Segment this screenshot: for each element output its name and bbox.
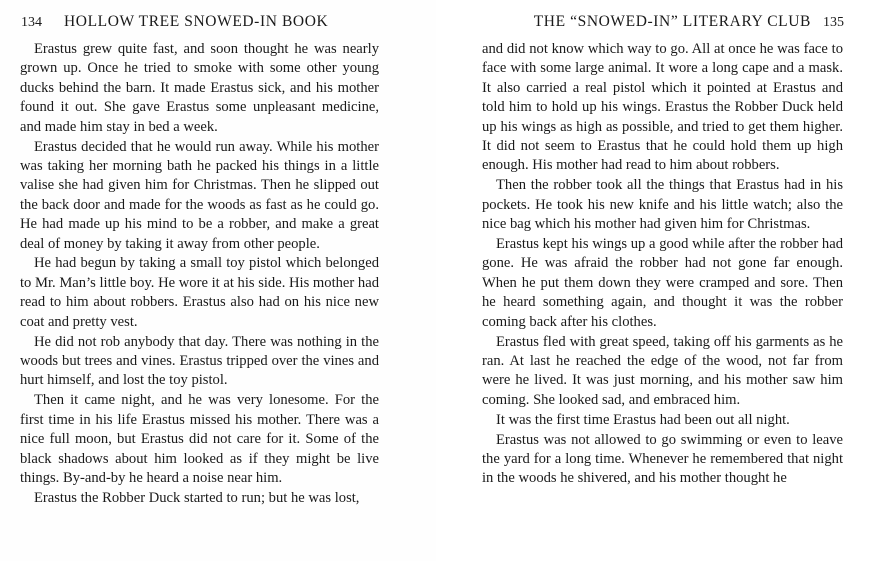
paragraph: Erastus kept his wings up a good while after the robber had gone. He was afraid the robber had not gone far enough. When he put them down they were cramped and sore. Then he heard something again, and thought it was the robber coming back after his clothes. [482,236,843,330]
paragraph: He had begun by taking a small toy pistol which belonged to Mr. Man’s little boy. He wore it at his side. His mother had read to him about robbers. Erastus also had on his nice new coat and pretty vest. [20,255,379,330]
left-running-head [21,13,381,35]
right-page [436,0,873,561]
paragraph: Erastus was not allowed to go swimming or even to leave the yard for a long time. Whenever he remembered that night in the woods he shivered, and his mother thought he [482,431,843,487]
left-page [0,0,436,561]
right-text-block [482,40,843,489]
left-text-block [20,40,379,508]
paragraph: He did not rob anybody that day. There was nothing in the woods but trees and vines. Erastus tripped over the vines and hurt himself, and lost the toy pistol. [20,333,379,389]
paragraph: Erastus decided that he would run away. While his mother was taking her morning bath he packed his things in a little valise she had given him for Christmas. Then he slipped out the back door and made for the woods as fast as he could go. He had made up his mind to be a robber, and make a great deal of money by taking it away from other people. [20,138,379,252]
right-page-number: 135 [823,15,844,30]
paragraph: It was the first time Erastus had been out all night. [496,411,790,428]
left-running-head-title: HOLLOW TREE SNOWED-IN BOOK [64,13,329,30]
paragraph: and did not know which way to go. All at once he was face to face with some large animal. It wore a long cape and a mask. It also carried a real pistol which it pointed at Erastus and told him to hold up his wings. Erastus the Robber Duck held up his wings as high as possible, and tried to get them higher. It did not seem to Erastus that he could hold them up high enough. His mother had read to him about robbers. [482,41,843,174]
paragraph: Then it came night, and he was very lonesome. For the first time in his life Erastus missed his mother. There was a nice full moon, but Erastus did not care for it. Some of the black shadows about him looked as if they might be live things. By-and-by he heard a noise near him. [20,392,379,486]
paragraph: Erastus fled with great speed, taking off his garments as he ran. At last he reached the edge of the wood, not far from were he lived. It was just morning, and his mother saw him coming. She looked sad, and embraced him. [482,333,843,408]
paragraph: Then the robber took all the things that Erastus had in his pockets. He took his new knife and his little watch; also the nice bag which his mother had given him for Christmas. [482,177,843,233]
paragraph: Erastus grew quite fast, and soon thought he was nearly grown up. Once he tried to smoke with some other young ducks behind the barn. It made Erastus sick, and his mother found it out. She gave Erastus some unpleasant medicine, and made him stay in bed a week. [20,41,379,135]
right-running-head [482,13,844,35]
right-running-head-title: THE “SNOWED-IN” LITERARY CLUB [533,13,811,30]
left-page-number: 134 [21,15,42,30]
paragraph: Erastus the Robber Duck started to run; but he was lost, [34,489,360,506]
